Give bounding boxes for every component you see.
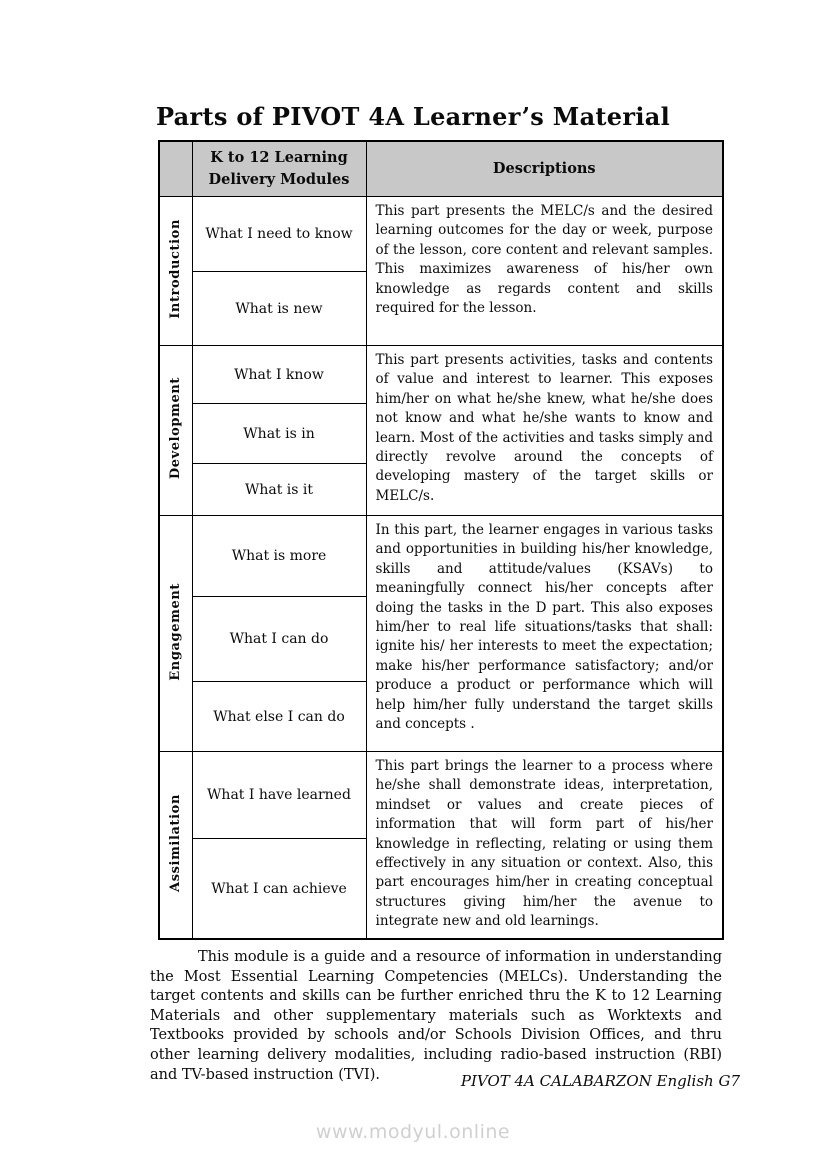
- table-row: [159, 516, 723, 597]
- footer-text: PIVOT 4A CALABARZON English G7: [460, 1072, 740, 1090]
- category-label-engagement: Engagement: [168, 582, 184, 681]
- category-cell-introduction: [159, 197, 192, 346]
- page-title: Parts of PIVOT 4A Learner’s Material: [155, 102, 670, 131]
- module-cell-what-else-i-can-do: What else I can do: [192, 682, 366, 752]
- watermark-text: www.modyul.online: [315, 1121, 511, 1143]
- column-header-modules: K to 12 Learning Delivery Modules: [192, 141, 366, 197]
- description-cell-engagement: In this part, the learner engages in various tasks and opportunities in building his/her knowledge, skills and attitude/values (KSAVs) to meaningfully connect his/her concepts after doing the tasks in the D part. This also exposes him/her to real life situations/tasks that shall: ignite his/ her interests to meet the expectation; make his/her performance satisfactory; and/or produce a product or performance which will help him/her fully understand the target skills and concepts .: [366, 516, 723, 752]
- category-cell-assimilation: [159, 752, 192, 940]
- body-paragraph: This module is a guide and a resource of information in understanding the Most Essential Learning Competencies (MELCs). Understanding the target contents and skills can be further enriched thru the K to 12 Learning Materials and other supplementary materials such as Worktexts and Textbooks provided by schools and/or Schools Division Offices, and thru other learning delivery modalities, including radio-based instruction (RBI) and TV-based instruction (TVI).: [150, 949, 722, 1083]
- module-cell-what-i-know: What I know: [192, 346, 366, 404]
- table-row: [159, 197, 723, 272]
- table-row: [159, 752, 723, 839]
- description-cell-assimilation: This part brings the learner to a process where he/she shall demonstrate ideas, interpretation, mindset or values and create pieces of information that will form part of his/her knowledge in reflecting, relating or using them effectively in any situation or context. Also, this part encourages him/her in creating conceptual structures giving him/her the avenue to integrate new and old learnings.: [366, 752, 723, 940]
- module-cell-what-is-new: What is new: [192, 272, 366, 346]
- table-header-row: [159, 141, 723, 197]
- module-cell-what-is-more: What is more: [192, 516, 366, 597]
- module-cell-what-i-need-to-know: What I need to know: [192, 197, 366, 272]
- module-cell-what-is-it: What is it: [192, 464, 366, 516]
- table-row: [159, 346, 723, 404]
- module-cell-what-i-can-do: What I can do: [192, 597, 366, 682]
- category-cell-engagement: [159, 516, 192, 752]
- column-header-descriptions: Descriptions: [366, 141, 723, 197]
- module-cell-what-i-can-achieve: What I can achieve: [192, 839, 366, 940]
- header-corner-cell: [159, 141, 192, 197]
- parts-table: [158, 140, 724, 940]
- category-cell-development: [159, 346, 192, 516]
- category-label-development: Development: [168, 377, 184, 480]
- category-label-assimilation: Assimilation: [168, 794, 184, 892]
- module-cell-what-i-have-learned: What I have learned: [192, 752, 366, 839]
- category-label-introduction: Introduction: [168, 219, 184, 319]
- description-cell-development: This part presents activities, tasks and contents of value and interest to learner. This exposes him/her on what he/she knew, what he/she does not know and what he/she wants to know and learn. Most of the activities and tasks simply and directly revolve around the concepts of developing mastery of the target skills or MELC/s.: [366, 346, 723, 516]
- module-cell-what-is-in: What is in: [192, 404, 366, 464]
- description-cell-introduction: This part presents the MELC/s and the desired learning outcomes for the day or week, purpose of the lesson, core content and relevant samples. This maximizes awareness of his/her own knowledge as regards content and skills required for the lesson.: [366, 197, 723, 346]
